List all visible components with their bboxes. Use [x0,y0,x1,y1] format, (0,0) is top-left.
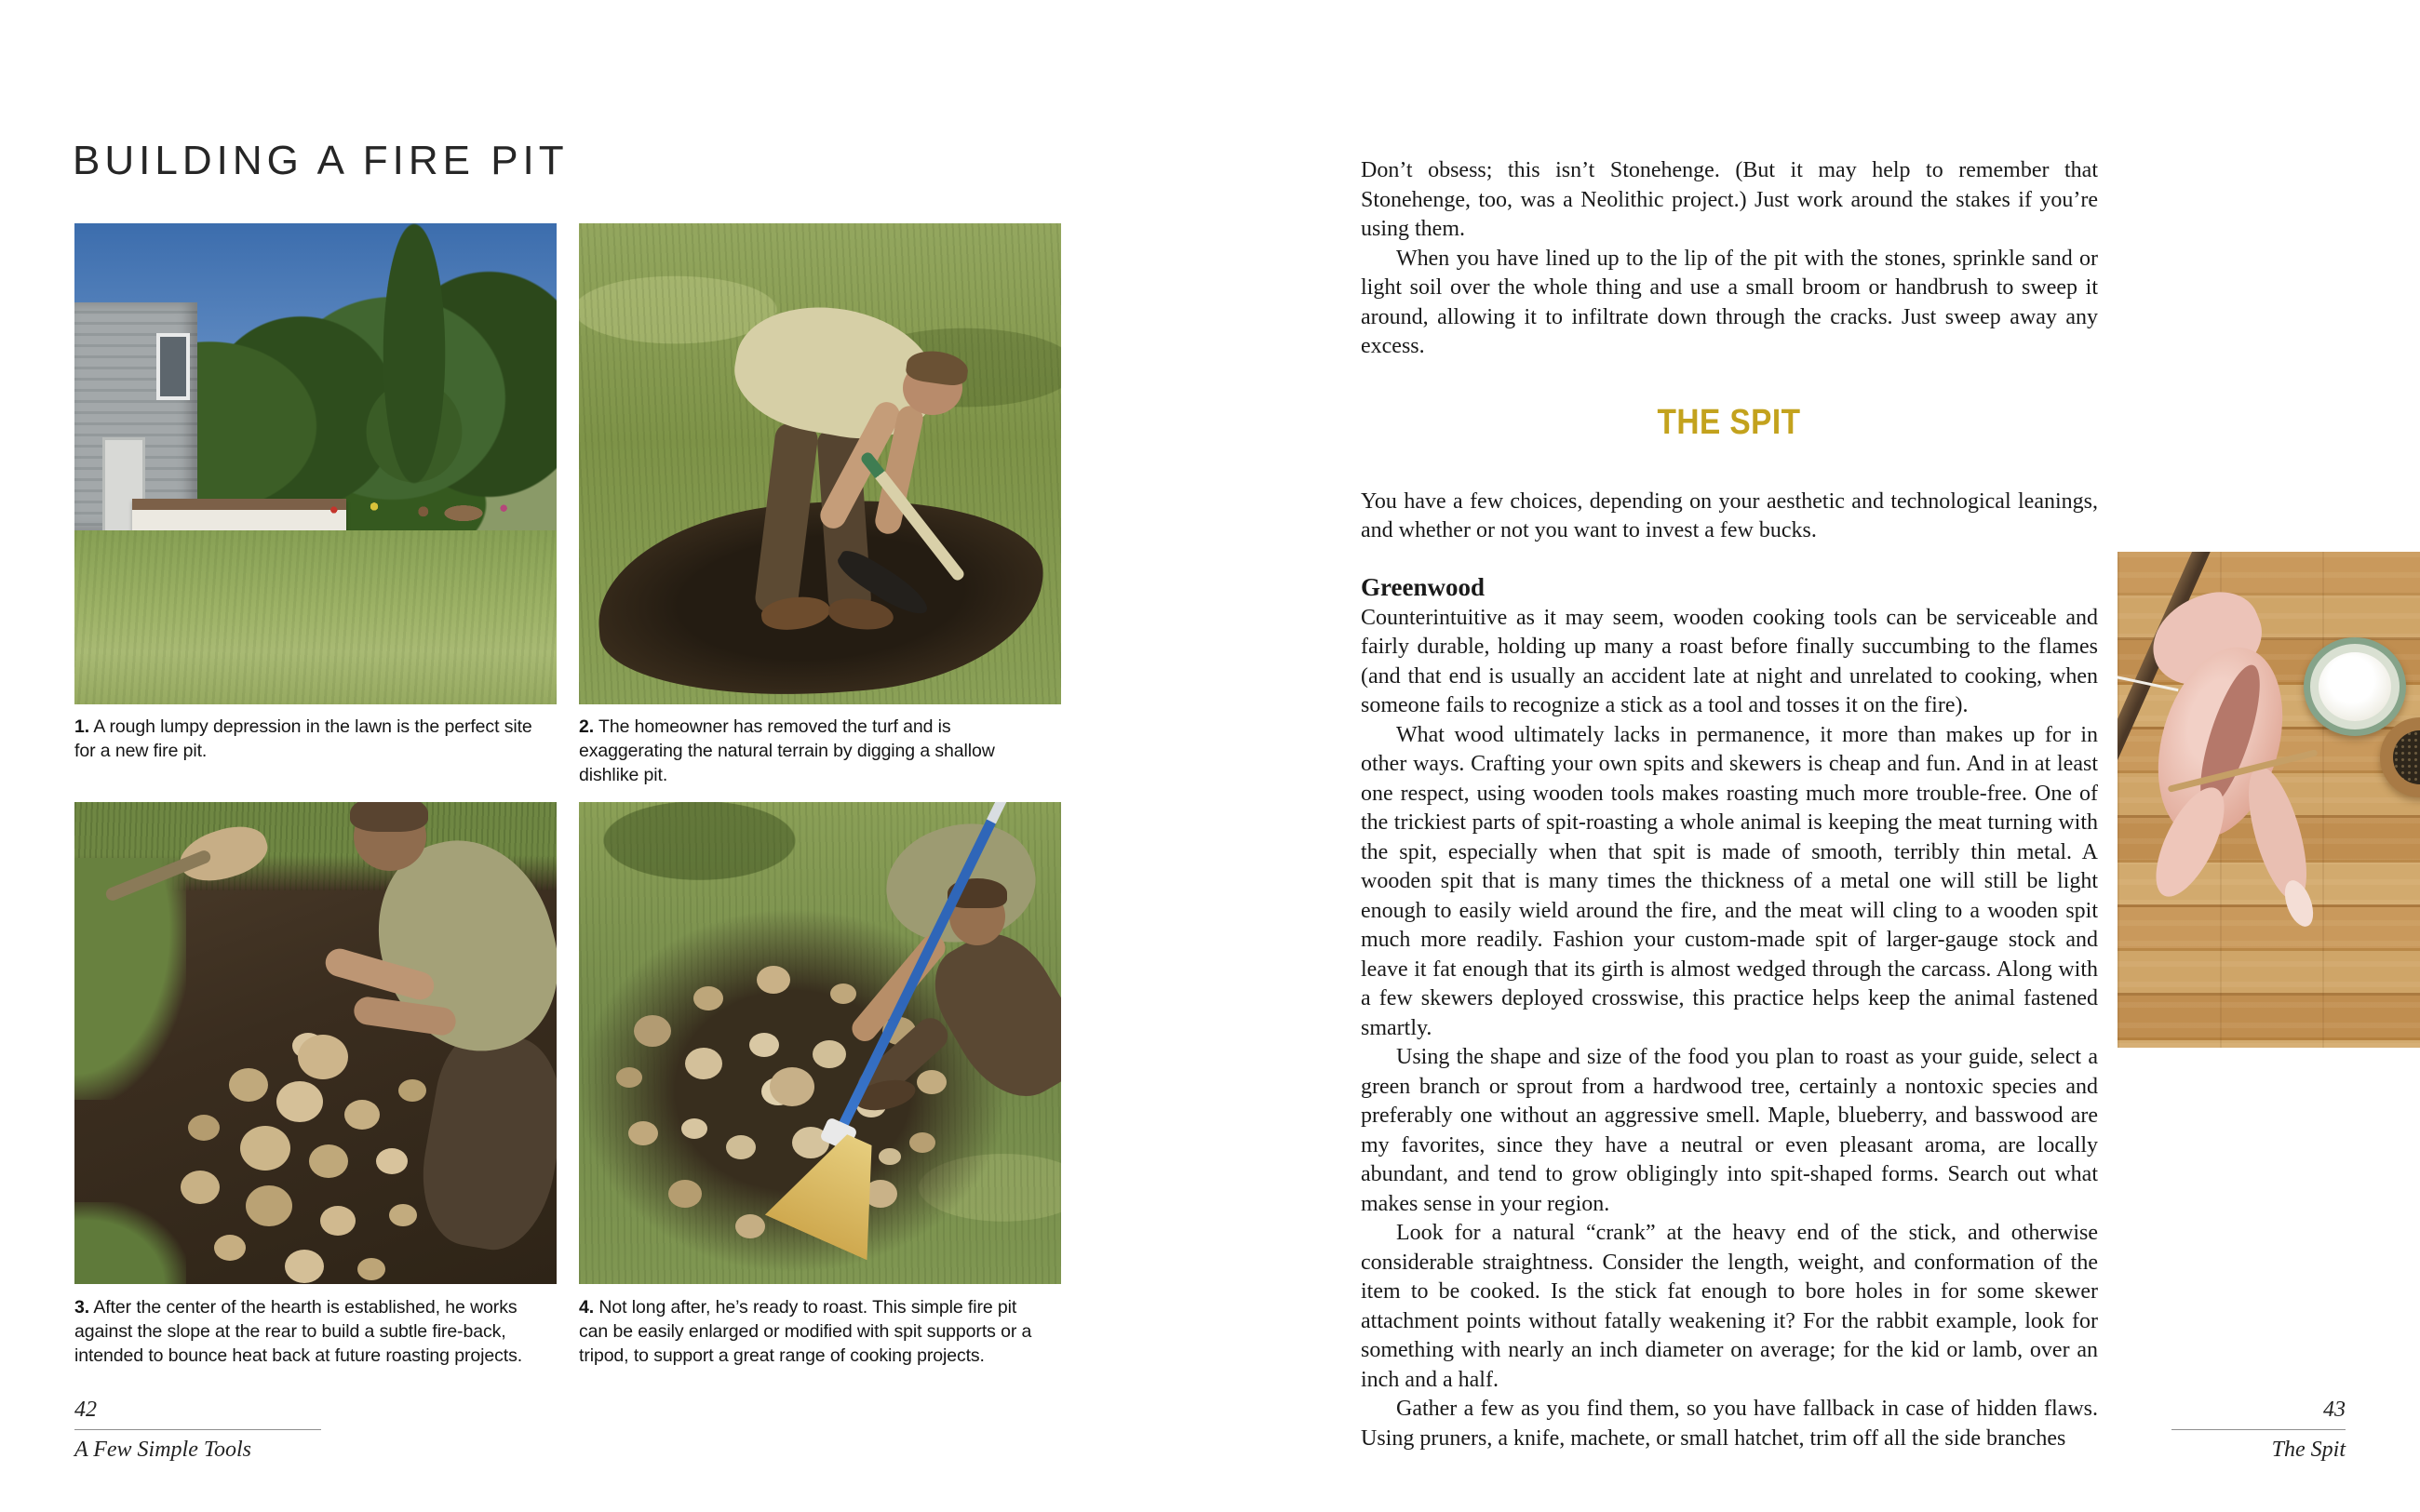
left-page-footer [74,1398,321,1463]
subheading-greenwood: Greenwood [1361,572,1485,601]
person-hair [350,802,428,832]
photo-digging-pit [579,223,1061,704]
body-text-column [1361,156,2098,1453]
caption-number: 4. [579,1297,595,1318]
photo-backyard-site [74,223,557,704]
running-section-title: The Spit [2271,1438,2346,1462]
stone-circle [770,1067,814,1106]
footer-rule [74,1429,321,1430]
body-paragraph: Counterintuitive as it may seem, wooden cooking tools can be serviceable and fairly durable, holding up many a roast before finally succumbing to the flames (and that end is usually an accident late at night and unrelated to cooking, when someone fails to recognize a stick as a tool and tosses it on the fire). [1361,605,2098,717]
caption-text: Not long after, he’s ready to roast. This simple fire pit can be easily enlarged or modified with spit supports or a tripod, to support a great range of cooking projects. [579,1297,1032,1366]
page-number: 43 [2323,1398,2346,1422]
photo-caption-2 [579,715,1039,787]
photo-laying-stones [74,802,557,1284]
body-paragraph: When you have lined up to the lip of the pit with the stones, sprinkle sand or light soil over the whole thing and use a small broom or handbrush to sweep it around, allowing it to infiltrate down through the cracks. Just sweep away any excess. [1361,246,2098,358]
body-paragraph: Don’t obsess; this isn’t Stonehenge. (But it may help to remember that Stonehenge, too, was a Neolithic project.) Just work around the stakes if you’re using them. [1361,158,2098,241]
photo-caption-4 [579,1295,1039,1368]
body-paragraph: What wood ultimately lacks in permanence, it more than makes up for in other ways. Crafting your own spits and skewers is cheap and fun. And in at least one respect, using wooden tools makes roasting much more trouble-free. One of the trickiest parts of spit-roasting a whole animal is keeping the meat turning with the spit, especially when that spit is made of smooth, terribly thin metal. A wooden spit that is many times the thickness of a metal one will still be light enough to easily wield around the fire, and the meat will cling to a wooden spit much more readily. Fashion your custom-made spit of larger-gauge stock and leave it fat enough that its girth is almost wedged through the carcass. Along with a few skewers deployed crosswise, this practice helps keep the animal fastened smartly. [1361,722,2098,1040]
salt [2319,652,2391,721]
grass [74,1202,186,1284]
caption-number: 1. [74,716,90,737]
footer-rule [2171,1429,2346,1430]
grass [74,858,186,1100]
photo-caption-1 [74,715,534,763]
body-paragraph: Using the shape and size of the food you plan to roast as your guide, select a green branch or sprout from a hardwood tree, certainly a nontoxic species and preferably one without an aggressive smell. Maple, blueberry, and basswood are my favorites, since they have a neutral or even pleasant aroma, are locally abundant, and tend to grow obligingly into spit-shaped forms. Search out what makes sense in your region. [1361,1045,2098,1216]
caption-text: A rough lumpy depression in the lawn is the perfect site for a new fire pit. [74,716,532,761]
photo-rabbit-on-spit [2118,552,2420,1048]
page-title: BUILDING A FIRE PIT [73,138,569,183]
section-heading-the-spit: THE SPIT [1657,402,1802,442]
right-page-footer [2171,1398,2346,1463]
caption-number: 3. [74,1297,90,1318]
caption-text: After the center of the hearth is established, he works against the slope at the rear to build a subtle fire-back, intended to bounce heat back at future roasting projects. [74,1297,523,1366]
garden-furniture [307,493,531,527]
body-paragraph: You have a few choices, depending on your aesthetic and technological leanings, and whether or not you want to invest a few bucks. [1361,488,2098,542]
pine-tree [354,223,475,484]
caption-text: The homeowner has removed the turf and is exaggerating the natural terrain by digging a shallow dishlike pit. [579,716,995,785]
body-paragraph: Gather a few as you find them, so you have fallback in case of hidden flaws. Using pruners, a knife, machete, or small hatchet, trim off all the side branches [1361,1397,2098,1451]
caption-number: 2. [579,716,595,737]
running-section-title: A Few Simple Tools [74,1438,252,1462]
page-number: 42 [74,1398,97,1422]
house-window [156,333,190,400]
hearth-stones [298,1035,348,1079]
photo-sweeping-hearth [579,802,1061,1284]
photo-caption-3 [74,1295,534,1368]
body-paragraph: Look for a natural “crank” at the heavy end of the stick, and otherwise considerable straightness. Consider the length, weight, and conformation of the item to be cooked. Is the stick fat enough to bore holes in for some skewer attachment points without fatally weakening it? For the rabbit example, look for something with nearly an inch diameter on average; for the kid or lamb, over an inch and a half. [1361,1221,2098,1392]
lawn [74,530,557,704]
